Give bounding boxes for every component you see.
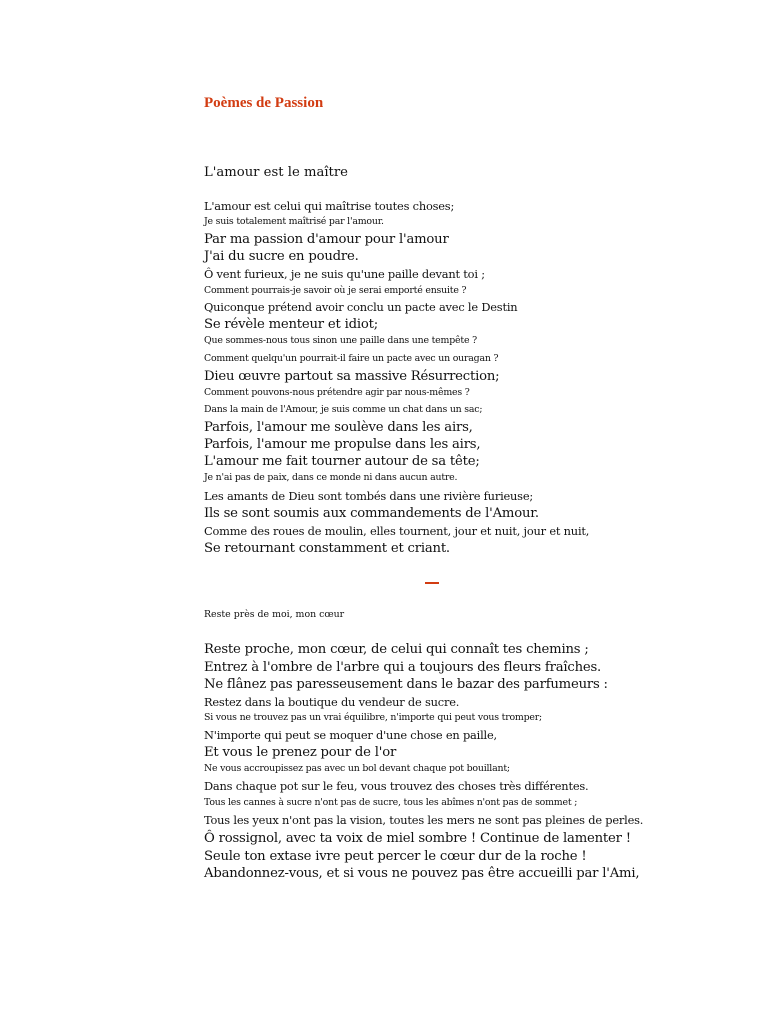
poem-line: Se révèle menteur et idiot;	[204, 317, 378, 332]
poem-line: Ô vent furieux, je ne suis qu'une paille devant toi ;	[204, 267, 485, 281]
section-separator	[425, 582, 439, 584]
poem-line: N'importe qui peut se moquer d'une chose en paille,	[204, 728, 497, 742]
poem-line: Ils se sont soumis aux commandements de l'Amour.	[204, 506, 539, 521]
poem-line: Je n'ai pas de paix, dans ce monde ni dans aucun autre.	[204, 472, 458, 483]
poem-line: Comment pourrais-je savoir où je serai emporté ensuite ?	[204, 285, 467, 296]
poem-line: Abandonnez-vous, et si vous ne pouvez pas être accueilli par l'Ami,	[204, 866, 640, 881]
poem-line: Ô rossignol, avec ta voix de miel sombre ! Continue de lamenter !	[204, 831, 631, 846]
poem-line: Restez dans la boutique du vendeur de sucre.	[204, 695, 460, 709]
poem-line: Dans chaque pot sur le feu, vous trouvez des choses très différentes.	[204, 779, 589, 793]
poem-line: Parfois, l'amour me soulève dans les airs,	[204, 420, 473, 435]
poem-line: Ne flânez pas paresseusement dans le bazar des parfumeurs :	[204, 677, 608, 692]
poem-line: Que sommes-nous tous sinon une paille dans une tempête ?	[204, 335, 477, 346]
poem-line: Comme des roues de moulin, elles tournent, jour et nuit, jour et nuit,	[204, 524, 590, 538]
poem-line: L'amour est celui qui maîtrise toutes choses;	[204, 199, 455, 213]
poem-line: Et vous le prenez pour de l'or	[204, 745, 397, 760]
document-title: Poèmes de Passion	[204, 95, 324, 111]
poem-line: Seule ton extase ivre peut percer le cœur dur de la roche !	[204, 849, 587, 864]
poem-line: Les amants de Dieu sont tombés dans une rivière furieuse;	[204, 489, 534, 503]
poem-line: Comment quelqu'un pourrait-il faire un pacte avec un ouragan ?	[204, 353, 499, 364]
poem-line: Par ma passion d'amour pour l'amour	[204, 232, 449, 247]
poem-line: Dieu œuvre partout sa massive Résurrection;	[204, 369, 500, 384]
poem-line: Si vous ne trouvez pas un vrai équilibre, n'importe qui peut vous tromper;	[204, 712, 543, 723]
poem-line: Tous les yeux n'ont pas la vision, toutes les mers ne sont pas pleines de perles.	[204, 813, 644, 827]
poem-line: Entrez à l'ombre de l'arbre qui a toujours des fleurs fraîches.	[204, 660, 602, 675]
poem-line: Se retournant constamment et criant.	[204, 541, 450, 556]
poem-line: Comment pouvons-nous prétendre agir par nous-mêmes ?	[204, 387, 470, 398]
poem-line: Reste proche, mon cœur, de celui qui connaît tes chemins ;	[204, 642, 589, 657]
poem-line: Dans la main de l'Amour, je suis comme un chat dans un sac;	[204, 404, 483, 415]
poem-line: Tous les cannes à sucre n'ont pas de sucre, tous les abîmes n'ont pas de sommet ;	[204, 797, 578, 808]
poem-line: Je suis totalement maîtrisé par l'amour.	[204, 216, 384, 227]
poem-line: L'amour me fait tourner autour de sa tête;	[204, 454, 480, 469]
poem-line: Quiconque prétend avoir conclu un pacte avec le Destin	[204, 300, 518, 314]
poem-title: L'amour est le maître	[204, 165, 348, 180]
poem-line: J'ai du sucre en poudre.	[204, 249, 359, 264]
poem-title: Reste près de moi, mon cœur	[204, 609, 345, 620]
poem-line: Parfois, l'amour me propulse dans les airs,	[204, 437, 481, 452]
poem-line: Ne vous accroupissez pas avec un bol devant chaque pot bouillant;	[204, 763, 510, 774]
